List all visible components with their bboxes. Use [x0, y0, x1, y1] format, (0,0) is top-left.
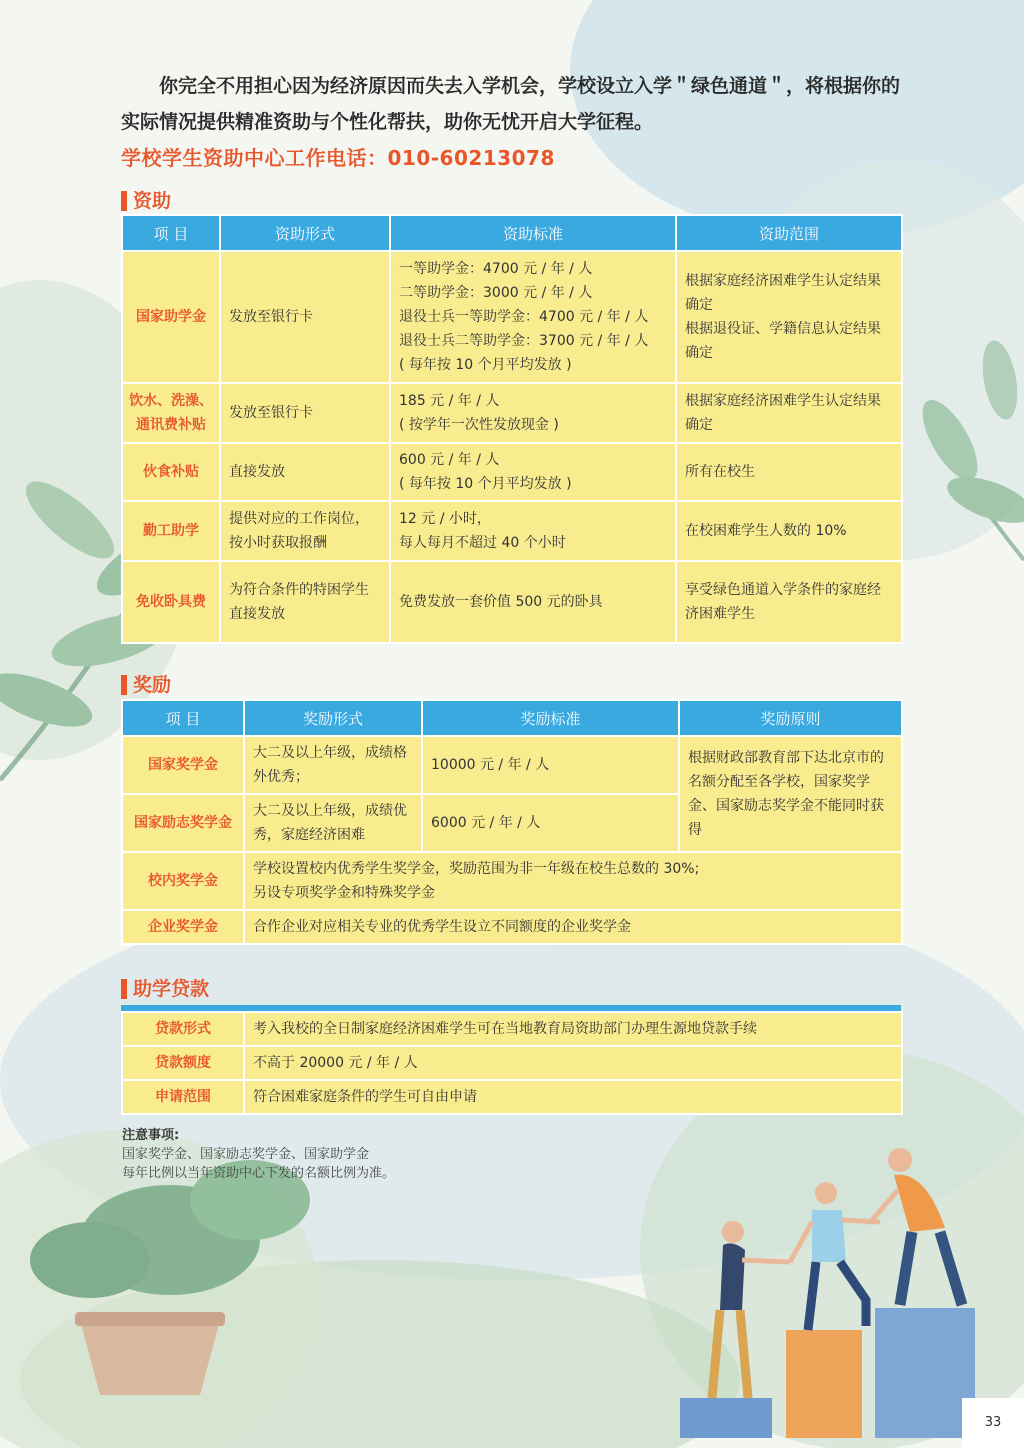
- standard-cell: 免费发放一套价值 500 元的卧具: [390, 561, 676, 643]
- column-header: 资助形式: [220, 215, 390, 251]
- hotline-text: 学校学生资助中心工作电话：010-60213078: [121, 146, 555, 170]
- form-cell: 发放至银行卡: [220, 383, 390, 443]
- section-title-loan: 助学贷款: [121, 977, 209, 1001]
- item-cell: 伙食补贴: [122, 443, 220, 501]
- item-cell: 企业奖学金: [122, 910, 244, 944]
- scope-cell: 在校困难学生人数的 10%: [676, 501, 902, 561]
- table-row: [122, 251, 902, 383]
- notes-line: 每年比例以当年资助中心下发的名额比例为准。: [122, 1166, 396, 1181]
- table-row: [122, 1046, 902, 1080]
- form-cell: 大二及以上年级，成绩格外优秀；: [244, 736, 422, 794]
- standard-cell: 10000 元 / 年 / 人: [422, 736, 679, 794]
- standard-cell: 12 元 / 小时， 每人每月不超过 40 个小时: [390, 501, 676, 561]
- intro-paragraph: 你完全不用担心因为经济原因而失去入学机会，学校设立入学＂绿色通道＂，将根据你的实际情况提供精准资助与个性化帮扶，助你无忧开启大学征程。: [121, 75, 901, 133]
- table-row: [122, 736, 902, 794]
- page-number: 33: [962, 1398, 1024, 1448]
- table-row: [122, 1012, 902, 1046]
- form-cell: 大二及以上年级，成绩优秀，家庭经济困难: [244, 794, 422, 852]
- standard-cell: 600 元 / 年 / 人 ( 每年按 10 个月平均发放 ): [390, 443, 676, 501]
- standard-cell: 6000 元 / 年 / 人: [422, 794, 679, 852]
- table-row: [122, 561, 902, 643]
- section-title-reward: 奖励: [121, 673, 171, 697]
- description-cell: 学校设置校内优秀学生奖学金，奖励范围为非一年级在校生总数的 30%; 另设专项奖学金和特殊奖学金: [244, 852, 902, 910]
- item-cell: 国家助学金: [122, 251, 220, 383]
- column-header: 项 目: [122, 215, 220, 251]
- item-cell: 校内奖学金: [122, 852, 244, 910]
- column-header: 资助范围: [676, 215, 902, 251]
- scope-cell: 享受绿色通道入学条件的家庭经济困难学生: [676, 561, 902, 643]
- notes-title: 注意事项:: [122, 1128, 180, 1143]
- form-cell: 提供对应的工作岗位，按小时获取报酬: [220, 501, 390, 561]
- table-header-row: [122, 700, 902, 736]
- table-header-row: [122, 215, 902, 251]
- standard-cell: 一等助学金：4700 元 / 年 / 人 二等助学金：3000 元 / 年 / 人 退役士兵一等助学金：4700 元 / 年 / 人 退役士兵二等助学金：3700 元 / 年 / 人 ( 每年按 10 个月平均发放 ): [390, 251, 676, 383]
- table-row: [122, 910, 902, 944]
- scope-cell: 根据家庭经济困难学生认定结果确定: [676, 383, 902, 443]
- item-cell: 申请范围: [122, 1080, 244, 1114]
- value-cell: 符合困难家庭条件的学生可自由申请: [244, 1080, 902, 1114]
- form-cell: 直接发放: [220, 443, 390, 501]
- description-cell: 合作企业对应相关专业的优秀学生设立不同额度的企业奖学金: [244, 910, 902, 944]
- item-cell: 饮水、洗澡、通讯费补贴: [122, 383, 220, 443]
- principle-cell: 根据财政部教育部下达北京市的名额分配至各学校，国家奖学金、国家励志奖学金不能同时获得: [679, 736, 902, 852]
- table-row: [122, 852, 902, 910]
- table-row: [122, 1080, 902, 1114]
- section-title-aid: 资助: [121, 189, 171, 213]
- table-row: [122, 443, 902, 501]
- form-cell: 发放至银行卡: [220, 251, 390, 383]
- item-cell: 勤工助学: [122, 501, 220, 561]
- table-row: [122, 501, 902, 561]
- item-cell: 贷款额度: [122, 1046, 244, 1080]
- column-header: 奖励形式: [244, 700, 422, 736]
- column-header: 奖励标准: [422, 700, 679, 736]
- column-header: 奖励原则: [679, 700, 902, 736]
- reward-table: [121, 699, 903, 945]
- column-header: 项 目: [122, 700, 244, 736]
- item-cell: 贷款形式: [122, 1012, 244, 1046]
- loan-table: [121, 1011, 903, 1115]
- item-cell: 国家励志奖学金: [122, 794, 244, 852]
- notes-line: 国家奖学金、国家励志奖学金、国家助学金: [122, 1147, 370, 1162]
- value-cell: 不高于 20000 元 / 年 / 人: [244, 1046, 902, 1080]
- standard-cell: 185 元 / 年 / 人 ( 按学年一次性发放现金 ): [390, 383, 676, 443]
- column-header: 资助标准: [390, 215, 676, 251]
- form-cell: 为符合条件的特困学生 直接发放: [220, 561, 390, 643]
- item-cell: 国家奖学金: [122, 736, 244, 794]
- scope-cell: 所有在校生: [676, 443, 902, 501]
- item-cell: 免收卧具费: [122, 561, 220, 643]
- table-row: [122, 383, 902, 443]
- aid-table: [121, 214, 903, 644]
- notes-block: [122, 1126, 395, 1183]
- scope-cell: 根据家庭经济困难学生认定结果确定 根据退役证、学籍信息认定结果确定: [676, 251, 902, 383]
- value-cell: 考入我校的全日制家庭经济困难学生可在当地教育局资助部门办理生源地贷款手续: [244, 1012, 902, 1046]
